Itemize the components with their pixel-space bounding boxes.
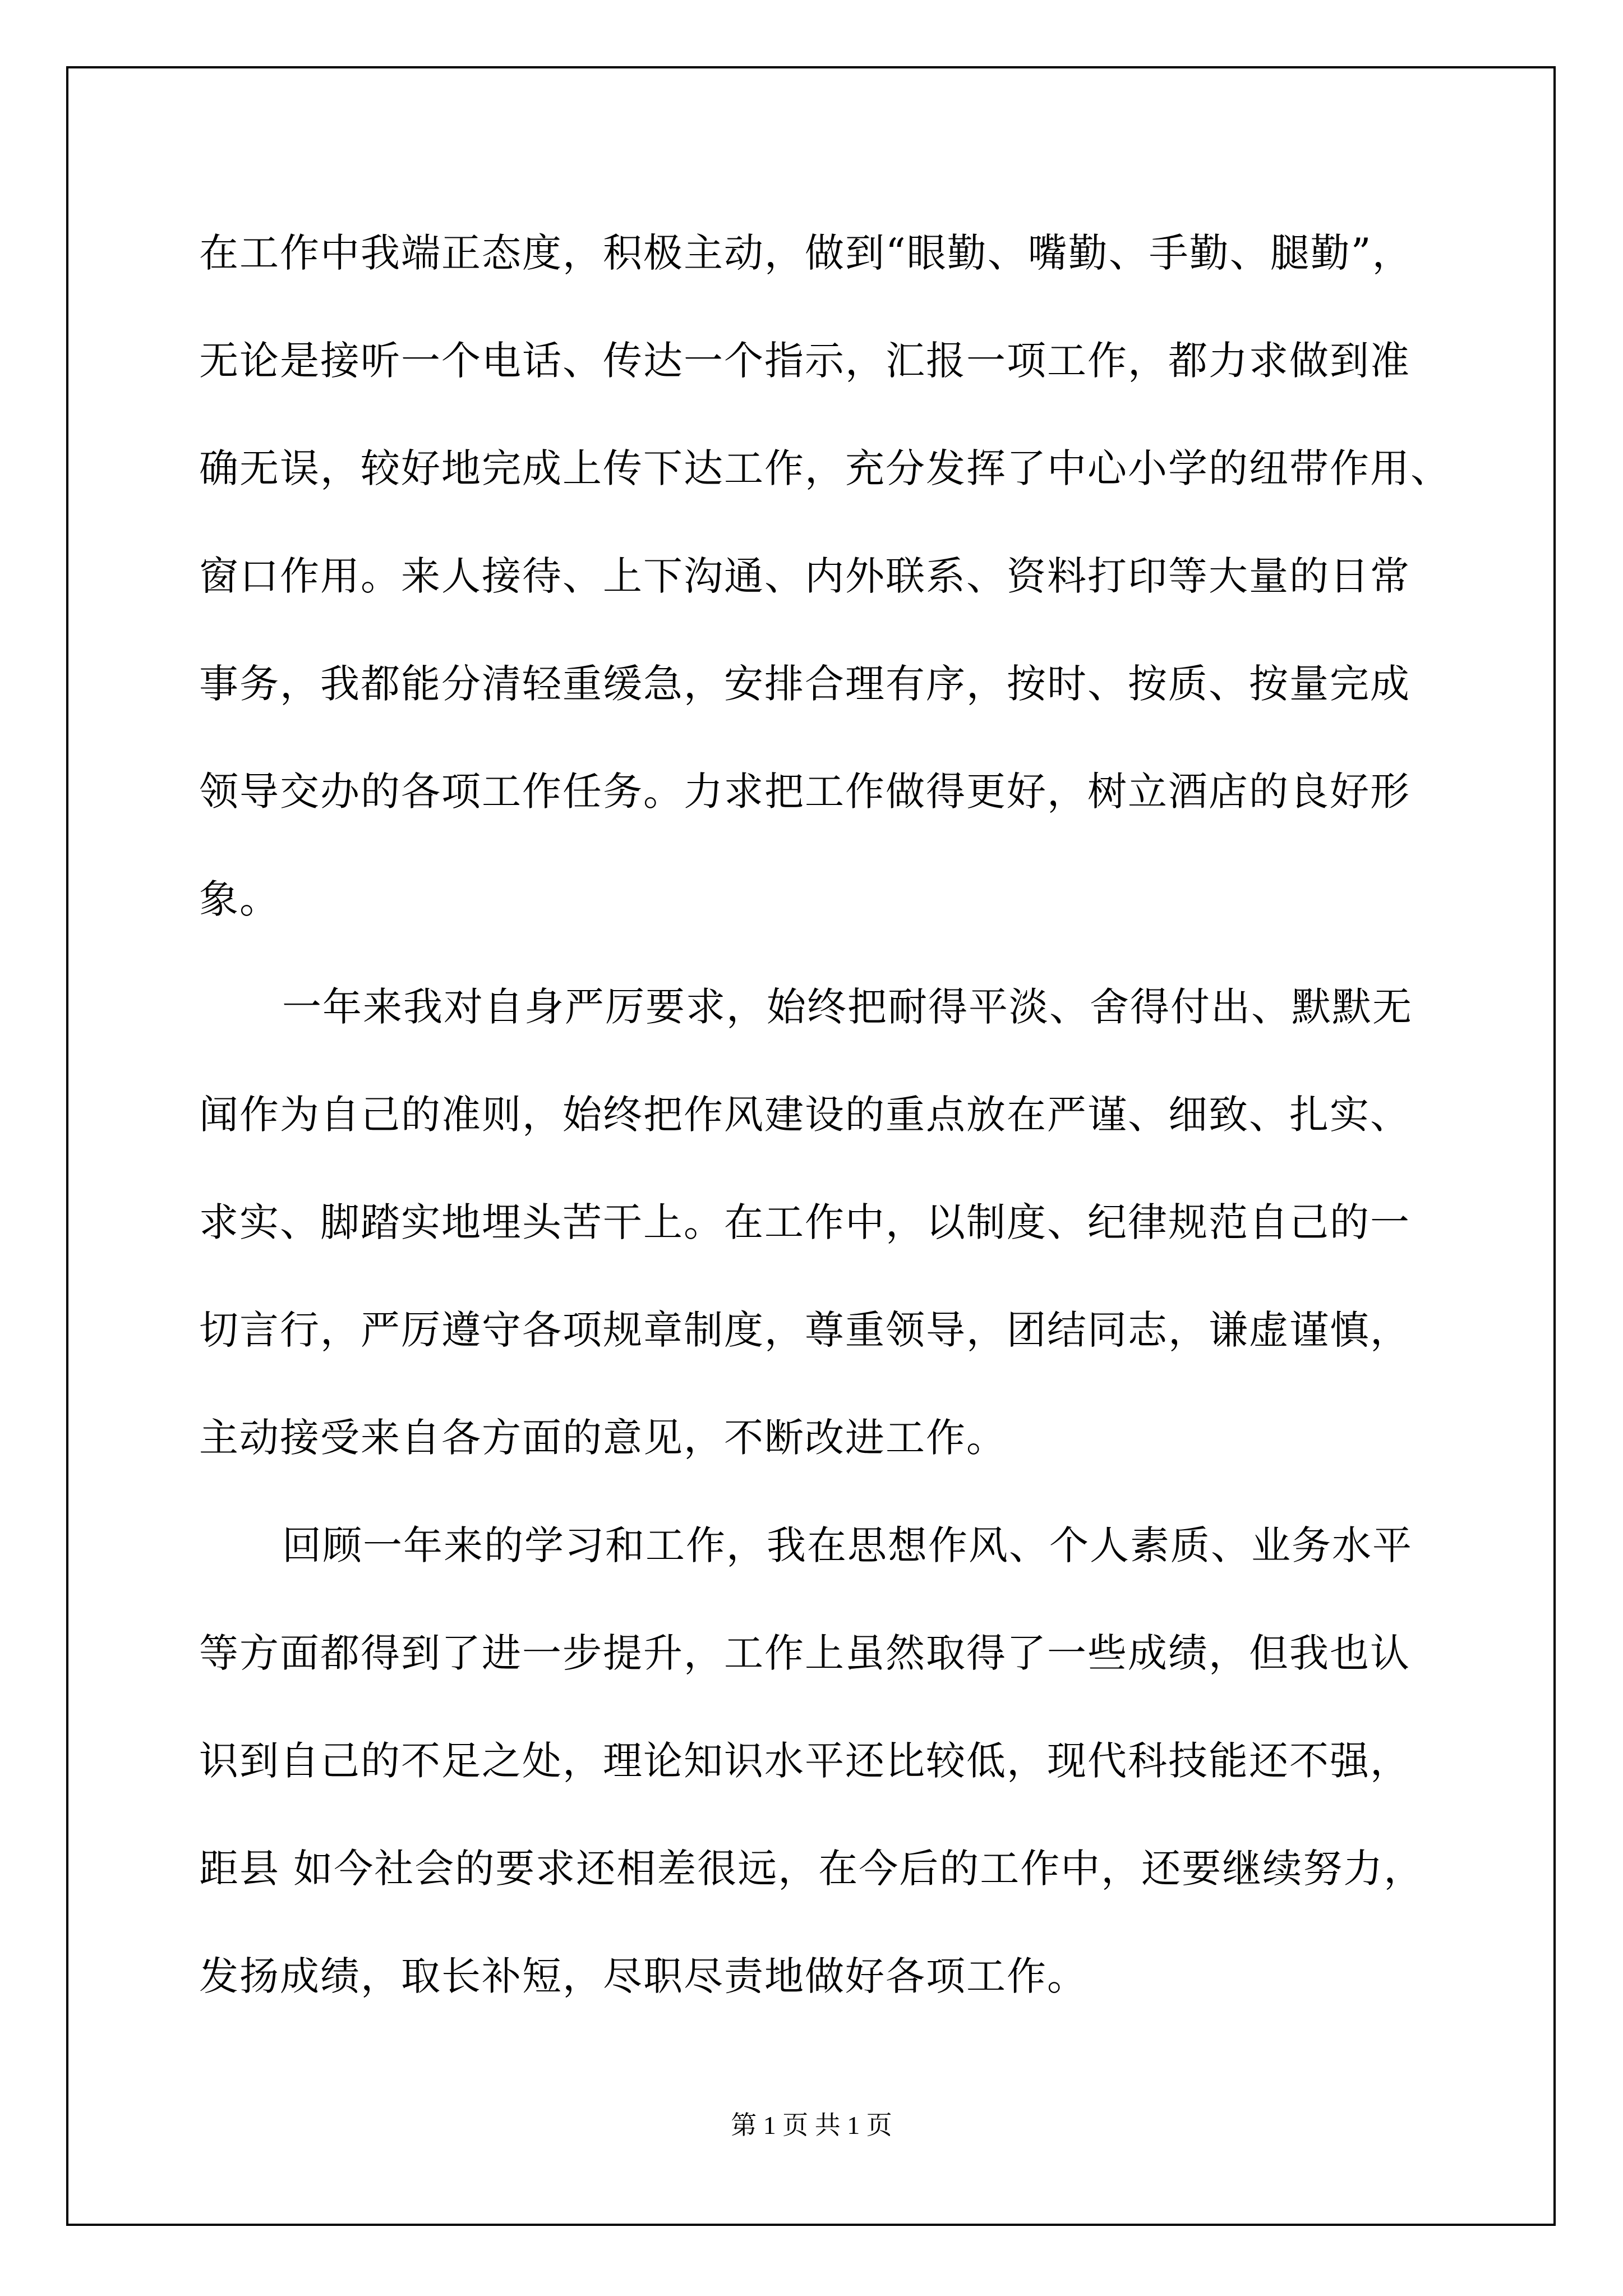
paragraph-3-line-5: 发扬成绩，取长补短，尽职尽责地做好各项工作。 [199, 1953, 1087, 1999]
document-body [199, 199, 1451, 2030]
paragraph-1-line-5: 事务，我都能分清轻重缓急，安排合理有序，按时、按质、按量完成 [199, 661, 1410, 707]
paragraph-1-line-3: 确无误，较好地完成上传下达工作，充分发挥了中心小学的纽带作用、 [199, 445, 1451, 491]
paragraph-2-line-5: 主动接受来自各方面的意见，不断改进工作。 [199, 1415, 1007, 1461]
paragraph-3-line-2: 等方面都得到了进一步提升，工作上虽然取得了一些成绩，但我也认 [199, 1630, 1410, 1676]
paragraph-2-line-2: 闻作为自己的准则，始终把作风建设的重点放在严谨、细致、扎实、 [199, 1092, 1410, 1138]
paragraph-1-line-1: 在工作中我端正态度，积极主动，做到“眼勤、嘴勤、手勤、腿勤”， [199, 230, 1413, 276]
paragraph-2-line-1: 一年来我对自身严厉要求，始终把耐得平淡、舍得付出、默默无 [282, 984, 1413, 1030]
paragraph-1-line-4: 窗口作用。来人接待、上下沟通、内外联系、资料打印等大量的日常 [199, 553, 1410, 599]
paragraph-2-line-4: 切言行，严厉遵守各项规章制度，尊重领导，团结同志，谦虚谨慎， [199, 1307, 1410, 1353]
paragraph-2-line-3: 求实、脚踏实地埋头苦干上。在工作中，以制度、纪律规范自己的一 [199, 1199, 1410, 1245]
page-number-footer: 第 1 页 共 1 页 [731, 2111, 892, 2139]
paragraph-3-line-4: 距县 如今社会的要求还相差很远，在今后的工作中，还要继续努力， [199, 1846, 1424, 1892]
paragraph-1-line-2: 无论是接听一个电话、传达一个指示，汇报一项工作，都力求做到准 [199, 338, 1410, 384]
paragraph-3-line-3: 识到自己的不足之处，理论知识水平还比较低，现代科技能还不强， [199, 1738, 1410, 1784]
paragraph-1-line-6: 领导交办的各项工作任务。力求把工作做得更好，树立酒店的良好形 [199, 769, 1410, 815]
paragraph-3-line-1: 回顾一年来的学习和工作，我在思想作风、个人素质、业务水平 [282, 1522, 1413, 1568]
paragraph-1-line-7: 象。 [199, 876, 280, 922]
